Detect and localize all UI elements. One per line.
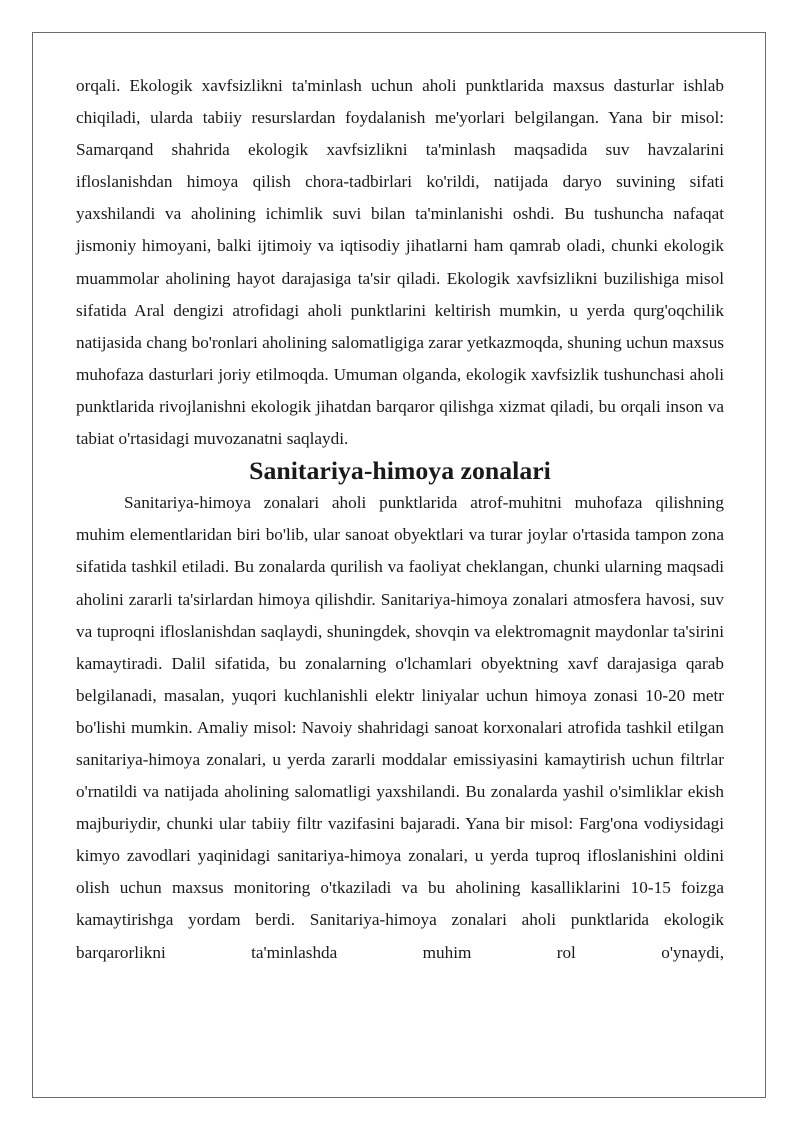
paragraph-ecological-safety: orqali. Ekologik xavfsizlikni ta'minlash uchun aholi punktlarida maxsus dasturlar ishlab chiqiladi, ularda tabiiy resurslardan foydalanish me'yorlari belgilangan. Yana bir misol: Samarqand shahrida ekologik xavfsizlikni ta'minlash maqsadida suv havzalarini ifloslanishdan himoya qilish chora-tadbirlari ko'rildi, natijada daryo suvining sifati yaxshilandi va aholining ichimlik suvi bilan ta'minlanishi oshdi. Bu tushuncha nafaqat jismoniy himoyani, balki ijtimoiy va iqtisodiy jihatlarni ham qamrab oladi, chunki ekologik muammolar aholining hayot darajasiga ta'sir qiladi. Ekologik xavfsizlikni buzilishiga misol sifatida Aral dengizi atrofidagi aholi punktlarini keltirish mumkin, u yerda qurg'oqchilik natijasida chang bo'ronlari aholining salomatligiga zarar yetkazmoqda, shuning uchun maxsus muhofaza dasturlari joriy etilmoqda. Umuman olganda, ekologik xavfsizlik tushunchasi aholi punktlarida rivojlanishni ekologik jihatdan barqaror qilishga xizmat qiladi, bu orqali inson va tabiat o'rtasidagi muvozanatni saqlaydi. (76, 76, 724, 449)
paragraph-sanitary-zones: Sanitariya-himoya zonalari aholi punktlarida atrof-muhitni muhofaza qilishning muhim elementlaridan biri bo'lib, ular sanoat obyektlari va turar joylar o'rtasida tampon zona sifatida tashkil etiladi. Bu zonalarda qurilish va faoliyat cheklangan, chunki ularning maqsadi aholini zararli ta'sirlardan himoya qilishdir. Sanitariya-himoya zonalari atmosfera havosi, suv va tuproqni ifloslanishdan saqlaydi, shuningdek, shovqin va elektromagnit maydonlar ta'sirini kamaytiradi. Dalil sifatida, bu zonalarning o'lchamlari obyektning xavf darajasiga qarab belgilanadi, masalan, yuqori kuchlanishli elektr liniyalar uchun himoya zonasi 10-20 metr bo'lishi mumkin. Amaliy misol: Navoiy shahridagi sanoat korxonalari atrofida tashkil etilgan sanitariya-himoya zonalari, u yerda zararli moddalar emissiyasini kamaytirish uchun filtrlar o'rnatildi va natijada aholining salomatligi yaxshilandi. Bu zonalarda yashil o'simliklar ekish majburiydir, chunki ular tabiiy filtr vazifasini bajaradi. Yana bir misol: Farg'ona vodiysidagi kimyo zavodlari yaqinidagi sanitariya-himoya zonalari, u yerda tuproq ifloslanishini oldini olish uchun maxsus monitoring o'tkaziladi va bu aholining kasalliklarini 10-15 foizga kamaytirishga yordam berdi. Sanitariya-himoya zonalari aholi punktlarida ekologik barqarorlikni ta'minlashda muhim rol o'ynaydi, (76, 493, 724, 962)
document-body (76, 70, 724, 969)
section-heading: Sanitariya-himoya zonalari (249, 456, 551, 486)
